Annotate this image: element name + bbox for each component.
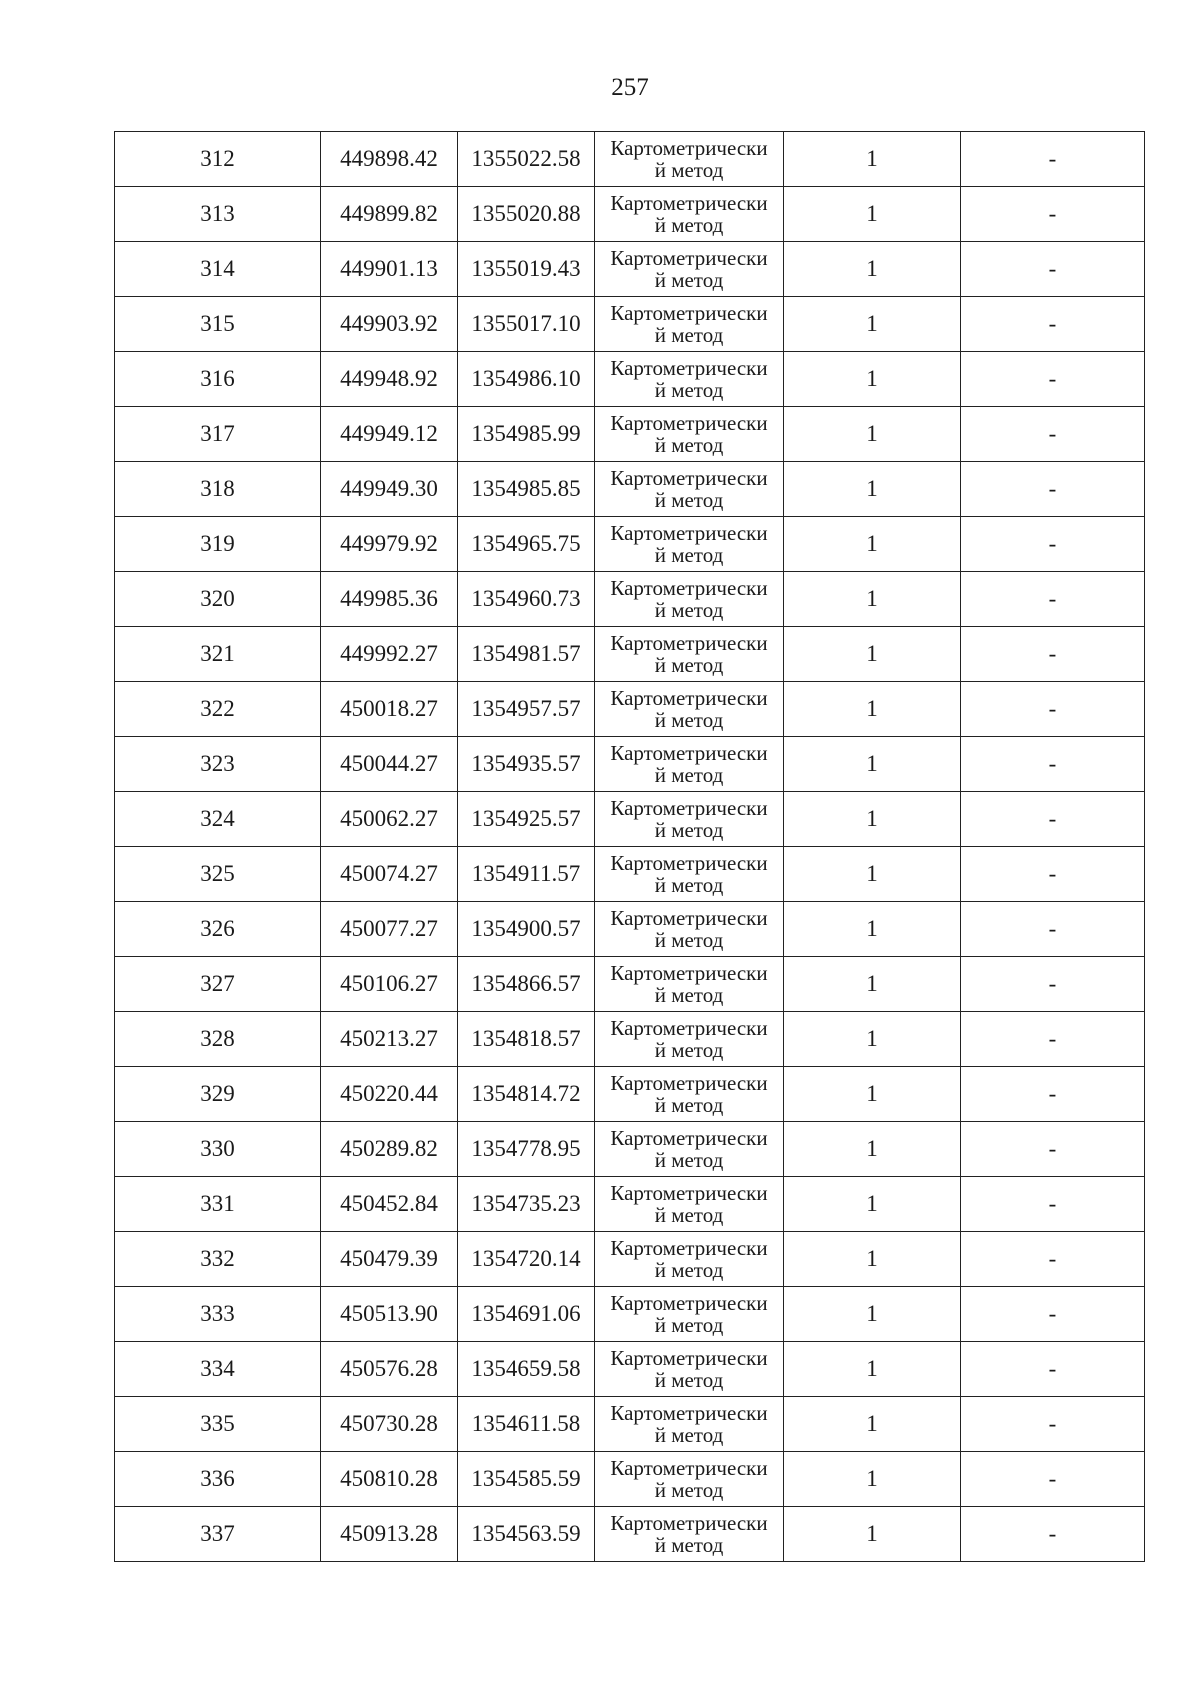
method-cell xyxy=(595,792,784,847)
method-line-1: Картометрически xyxy=(610,906,768,930)
table-row xyxy=(115,1287,1145,1342)
point-number-cell: 334 xyxy=(115,1342,321,1397)
table-row xyxy=(115,462,1145,517)
method-line-2: й метод xyxy=(654,1368,724,1392)
accuracy-cell: 1 xyxy=(784,352,961,407)
note-cell: - xyxy=(961,297,1145,352)
method-line-2: й метод xyxy=(654,213,724,237)
method-cell xyxy=(595,242,784,297)
method-line-1: Картометрически xyxy=(610,1401,768,1425)
note-cell: - xyxy=(961,352,1145,407)
table-row xyxy=(115,187,1145,242)
table-row xyxy=(115,847,1145,902)
accuracy-cell: 1 xyxy=(784,1397,961,1452)
x-coordinate-cell: 450106.27 xyxy=(321,957,458,1012)
point-number-cell: 324 xyxy=(115,792,321,847)
method-line-1: Картометрически xyxy=(610,1291,768,1315)
method-line-1: Картометрически xyxy=(610,1181,768,1205)
method-line-2: й метод xyxy=(654,928,724,952)
point-number-cell: 336 xyxy=(115,1452,321,1507)
y-coordinate-cell: 1354960.73 xyxy=(458,572,595,627)
method-line-1: Картометрически xyxy=(610,576,768,600)
y-coordinate-cell: 1355020.88 xyxy=(458,187,595,242)
accuracy-cell: 1 xyxy=(784,627,961,682)
method-cell xyxy=(595,1397,784,1452)
x-coordinate-cell: 450452.84 xyxy=(321,1177,458,1232)
point-number-cell: 337 xyxy=(115,1507,321,1562)
table-row xyxy=(115,1067,1145,1122)
method-line-2: й метод xyxy=(654,323,724,347)
method-line-2: й метод xyxy=(654,1258,724,1282)
note-cell: - xyxy=(961,1397,1145,1452)
x-coordinate-cell: 449899.82 xyxy=(321,187,458,242)
point-number-cell: 317 xyxy=(115,407,321,462)
method-cell xyxy=(595,1287,784,1342)
x-coordinate-cell: 450513.90 xyxy=(321,1287,458,1342)
y-coordinate-cell: 1354563.59 xyxy=(458,1507,595,1562)
table-row xyxy=(115,517,1145,572)
note-cell: - xyxy=(961,242,1145,297)
note-cell: - xyxy=(961,462,1145,517)
method-line-1: Картометрически xyxy=(610,686,768,710)
x-coordinate-cell: 449985.36 xyxy=(321,572,458,627)
method-line-2: й метод xyxy=(654,158,724,182)
x-coordinate-cell: 450913.28 xyxy=(321,1507,458,1562)
point-number-cell: 325 xyxy=(115,847,321,902)
method-line-2: й метод xyxy=(654,543,724,567)
point-number-cell: 335 xyxy=(115,1397,321,1452)
method-line-1: Картометрически xyxy=(610,136,768,160)
method-line-2: й метод xyxy=(654,1423,724,1447)
accuracy-cell: 1 xyxy=(784,242,961,297)
x-coordinate-cell: 449898.42 xyxy=(321,132,458,187)
x-coordinate-cell: 450479.39 xyxy=(321,1232,458,1287)
x-coordinate-cell: 450289.82 xyxy=(321,1122,458,1177)
x-coordinate-cell: 450810.28 xyxy=(321,1452,458,1507)
table-row xyxy=(115,1452,1145,1507)
y-coordinate-cell: 1355017.10 xyxy=(458,297,595,352)
accuracy-cell: 1 xyxy=(784,462,961,517)
method-line-1: Картометрически xyxy=(610,1071,768,1095)
note-cell: - xyxy=(961,1342,1145,1397)
table-row xyxy=(115,792,1145,847)
point-number-cell: 333 xyxy=(115,1287,321,1342)
accuracy-cell: 1 xyxy=(784,1452,961,1507)
y-coordinate-cell: 1354611.58 xyxy=(458,1397,595,1452)
note-cell: - xyxy=(961,737,1145,792)
x-coordinate-cell: 450018.27 xyxy=(321,682,458,737)
method-line-2: й метод xyxy=(654,268,724,292)
method-line-2: й метод xyxy=(654,1148,724,1172)
x-coordinate-cell: 450044.27 xyxy=(321,737,458,792)
point-number-cell: 329 xyxy=(115,1067,321,1122)
accuracy-cell: 1 xyxy=(784,1287,961,1342)
note-cell: - xyxy=(961,1012,1145,1067)
x-coordinate-cell: 450213.27 xyxy=(321,1012,458,1067)
point-number-cell: 330 xyxy=(115,1122,321,1177)
method-cell xyxy=(595,1232,784,1287)
table-row xyxy=(115,627,1145,682)
x-coordinate-cell: 450062.27 xyxy=(321,792,458,847)
method-line-1: Картометрически xyxy=(610,1126,768,1150)
method-line-2: й метод xyxy=(654,1093,724,1117)
note-cell: - xyxy=(961,572,1145,627)
table-row xyxy=(115,352,1145,407)
y-coordinate-cell: 1354981.57 xyxy=(458,627,595,682)
x-coordinate-cell: 450730.28 xyxy=(321,1397,458,1452)
y-coordinate-cell: 1354659.58 xyxy=(458,1342,595,1397)
method-cell xyxy=(595,1342,784,1397)
table-row xyxy=(115,132,1145,187)
method-line-2: й метод xyxy=(654,378,724,402)
note-cell: - xyxy=(961,902,1145,957)
method-line-2: й метод xyxy=(654,1478,724,1502)
x-coordinate-cell: 449948.92 xyxy=(321,352,458,407)
accuracy-cell: 1 xyxy=(784,572,961,627)
method-line-1: Картометрически xyxy=(610,741,768,765)
table-row xyxy=(115,297,1145,352)
point-number-cell: 316 xyxy=(115,352,321,407)
method-cell xyxy=(595,627,784,682)
accuracy-cell: 1 xyxy=(784,847,961,902)
y-coordinate-cell: 1354911.57 xyxy=(458,847,595,902)
y-coordinate-cell: 1355019.43 xyxy=(458,242,595,297)
method-line-1: Картометрически xyxy=(610,521,768,545)
y-coordinate-cell: 1354935.57 xyxy=(458,737,595,792)
y-coordinate-cell: 1354818.57 xyxy=(458,1012,595,1067)
accuracy-cell: 1 xyxy=(784,682,961,737)
method-cell xyxy=(595,737,784,792)
accuracy-cell: 1 xyxy=(784,737,961,792)
accuracy-cell: 1 xyxy=(784,407,961,462)
method-cell xyxy=(595,407,784,462)
method-cell xyxy=(595,517,784,572)
method-line-2: й метод xyxy=(654,1038,724,1062)
method-line-1: Картометрически xyxy=(610,1511,768,1535)
method-cell xyxy=(595,187,784,242)
point-number-cell: 322 xyxy=(115,682,321,737)
table-row xyxy=(115,1012,1145,1067)
accuracy-cell: 1 xyxy=(784,1507,961,1562)
accuracy-cell: 1 xyxy=(784,297,961,352)
accuracy-cell: 1 xyxy=(784,902,961,957)
method-cell xyxy=(595,352,784,407)
accuracy-cell: 1 xyxy=(784,1232,961,1287)
accuracy-cell: 1 xyxy=(784,1342,961,1397)
method-cell xyxy=(595,572,784,627)
coordinates-table xyxy=(114,131,1145,1562)
accuracy-cell: 1 xyxy=(784,957,961,1012)
point-number-cell: 315 xyxy=(115,297,321,352)
point-number-cell: 321 xyxy=(115,627,321,682)
method-line-1: Картометрически xyxy=(610,1346,768,1370)
x-coordinate-cell: 450074.27 xyxy=(321,847,458,902)
table-row xyxy=(115,902,1145,957)
point-number-cell: 331 xyxy=(115,1177,321,1232)
point-number-cell: 319 xyxy=(115,517,321,572)
method-line-1: Картометрически xyxy=(610,191,768,215)
method-cell xyxy=(595,132,784,187)
method-line-1: Картометрически xyxy=(610,301,768,325)
method-cell xyxy=(595,297,784,352)
y-coordinate-cell: 1354965.75 xyxy=(458,517,595,572)
accuracy-cell: 1 xyxy=(784,1122,961,1177)
note-cell: - xyxy=(961,187,1145,242)
method-line-1: Картометрически xyxy=(610,796,768,820)
note-cell: - xyxy=(961,1122,1145,1177)
accuracy-cell: 1 xyxy=(784,517,961,572)
table-row xyxy=(115,1177,1145,1232)
note-cell: - xyxy=(961,1177,1145,1232)
note-cell: - xyxy=(961,407,1145,462)
method-line-2: й метод xyxy=(654,983,724,1007)
table-row xyxy=(115,1232,1145,1287)
table-row xyxy=(115,737,1145,792)
note-cell: - xyxy=(961,1067,1145,1122)
method-cell xyxy=(595,1012,784,1067)
table-row xyxy=(115,682,1145,737)
method-line-2: й метод xyxy=(654,708,724,732)
note-cell: - xyxy=(961,517,1145,572)
method-line-1: Картометрически xyxy=(610,1456,768,1480)
point-number-cell: 328 xyxy=(115,1012,321,1067)
y-coordinate-cell: 1354735.23 xyxy=(458,1177,595,1232)
y-coordinate-cell: 1354986.10 xyxy=(458,352,595,407)
accuracy-cell: 1 xyxy=(784,1067,961,1122)
y-coordinate-cell: 1354957.57 xyxy=(458,682,595,737)
table-row xyxy=(115,242,1145,297)
note-cell: - xyxy=(961,1452,1145,1507)
note-cell: - xyxy=(961,1232,1145,1287)
y-coordinate-cell: 1354985.85 xyxy=(458,462,595,517)
x-coordinate-cell: 449979.92 xyxy=(321,517,458,572)
y-coordinate-cell: 1354814.72 xyxy=(458,1067,595,1122)
table-row xyxy=(115,407,1145,462)
method-cell xyxy=(595,957,784,1012)
accuracy-cell: 1 xyxy=(784,132,961,187)
method-line-2: й метод xyxy=(654,488,724,512)
method-cell xyxy=(595,1507,784,1562)
accuracy-cell: 1 xyxy=(784,792,961,847)
note-cell: - xyxy=(961,682,1145,737)
point-number-cell: 332 xyxy=(115,1232,321,1287)
method-cell xyxy=(595,1067,784,1122)
y-coordinate-cell: 1355022.58 xyxy=(458,132,595,187)
point-number-cell: 327 xyxy=(115,957,321,1012)
table-row xyxy=(115,957,1145,1012)
method-line-2: й метод xyxy=(654,1203,724,1227)
table-row xyxy=(115,1342,1145,1397)
y-coordinate-cell: 1354900.57 xyxy=(458,902,595,957)
method-line-1: Картометрически xyxy=(610,356,768,380)
method-line-1: Картометрически xyxy=(610,466,768,490)
accuracy-cell: 1 xyxy=(784,1012,961,1067)
point-number-cell: 313 xyxy=(115,187,321,242)
method-line-1: Картометрически xyxy=(610,961,768,985)
note-cell: - xyxy=(961,1507,1145,1562)
note-cell: - xyxy=(961,847,1145,902)
point-number-cell: 323 xyxy=(115,737,321,792)
y-coordinate-cell: 1354720.14 xyxy=(458,1232,595,1287)
point-number-cell: 320 xyxy=(115,572,321,627)
table-row xyxy=(115,572,1145,627)
y-coordinate-cell: 1354691.06 xyxy=(458,1287,595,1342)
method-line-2: й метод xyxy=(654,433,724,457)
method-line-1: Картометрически xyxy=(610,631,768,655)
point-number-cell: 314 xyxy=(115,242,321,297)
accuracy-cell: 1 xyxy=(784,1177,961,1232)
page-number: 257 xyxy=(611,74,649,101)
method-cell xyxy=(595,902,784,957)
method-line-2: й метод xyxy=(654,873,724,897)
note-cell: - xyxy=(961,627,1145,682)
y-coordinate-cell: 1354925.57 xyxy=(458,792,595,847)
method-cell xyxy=(595,1122,784,1177)
method-line-2: й метод xyxy=(654,818,724,842)
x-coordinate-cell: 449903.92 xyxy=(321,297,458,352)
point-number-cell: 312 xyxy=(115,132,321,187)
y-coordinate-cell: 1354778.95 xyxy=(458,1122,595,1177)
table-row xyxy=(115,1122,1145,1177)
method-line-1: Картометрически xyxy=(610,851,768,875)
method-line-1: Картометрически xyxy=(610,1236,768,1260)
method-line-1: Картометрически xyxy=(610,411,768,435)
x-coordinate-cell: 449901.13 xyxy=(321,242,458,297)
method-cell xyxy=(595,1177,784,1232)
x-coordinate-cell: 450077.27 xyxy=(321,902,458,957)
accuracy-cell: 1 xyxy=(784,187,961,242)
table-row xyxy=(115,1397,1145,1452)
method-line-2: й метод xyxy=(654,653,724,677)
note-cell: - xyxy=(961,132,1145,187)
method-line-2: й метод xyxy=(654,598,724,622)
method-cell xyxy=(595,1452,784,1507)
point-number-cell: 326 xyxy=(115,902,321,957)
method-cell xyxy=(595,847,784,902)
table-row xyxy=(115,1507,1145,1562)
coordinates-table-body xyxy=(115,132,1145,1562)
method-cell xyxy=(595,462,784,517)
x-coordinate-cell: 449992.27 xyxy=(321,627,458,682)
method-line-1: Картометрически xyxy=(610,246,768,270)
method-cell xyxy=(595,682,784,737)
x-coordinate-cell: 450576.28 xyxy=(321,1342,458,1397)
y-coordinate-cell: 1354985.99 xyxy=(458,407,595,462)
x-coordinate-cell: 449949.30 xyxy=(321,462,458,517)
y-coordinate-cell: 1354585.59 xyxy=(458,1452,595,1507)
x-coordinate-cell: 450220.44 xyxy=(321,1067,458,1122)
note-cell: - xyxy=(961,957,1145,1012)
y-coordinate-cell: 1354866.57 xyxy=(458,957,595,1012)
method-line-2: й метод xyxy=(654,763,724,787)
note-cell: - xyxy=(961,792,1145,847)
point-number-cell: 318 xyxy=(115,462,321,517)
method-line-1: Картометрически xyxy=(610,1016,768,1040)
x-coordinate-cell: 449949.12 xyxy=(321,407,458,462)
method-line-2: й метод xyxy=(654,1313,724,1337)
note-cell: - xyxy=(961,1287,1145,1342)
method-line-2: й метод xyxy=(654,1533,724,1557)
